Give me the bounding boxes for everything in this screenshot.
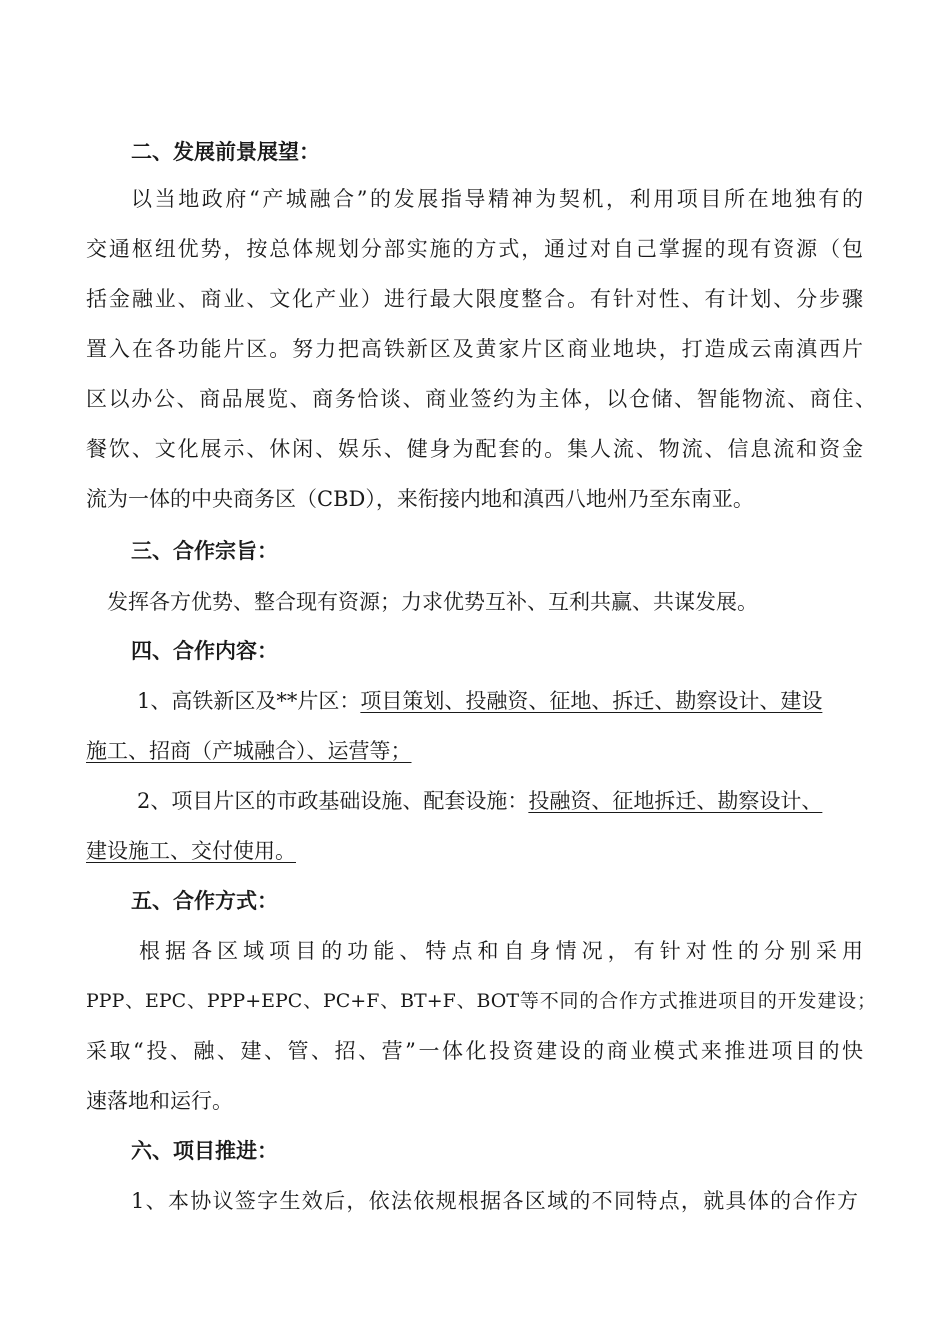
paragraph-line: 1、本协议签字生效后，依法依规根据各区域的不同特点，就具体的合作方 (131, 1189, 858, 1213)
content-item-2 (137, 786, 865, 816)
content-item-label: 2、项目片区的市政基础设施、配套设施： (137, 789, 529, 813)
content-item-detail: 投融资、征地拆迁、勘察设计、 (528, 789, 823, 813)
content-item-label: 1、高铁新区及**片区： (137, 689, 361, 713)
paragraph-line: 流为一体的中央商务区（CBD），来衔接内地和滇西八地州乃至东南亚。 (86, 487, 754, 511)
paragraph-line: 根据各区域项目的功能、特点和自身情况，有针对性的分别采用 (139, 939, 863, 963)
paragraph-line: 采取“投、融、建、管、招、营”一体化投资建设的商业模式来推进项目的快 (86, 1039, 863, 1063)
content-item-detail: 项目策划、投融资、征地、拆迁、勘察设计、建设 (360, 689, 823, 713)
content-item-detail: 建设施工、交付使用。 (86, 839, 296, 863)
paragraph-line: PPP、EPC、PPP+EPC、PC+F、BT+F、BOT等不同的合作方式推进项目的开发建设； (86, 990, 876, 1012)
paragraph-line: 以当地政府“产城融合”的发展指导精神为契机，利用项目所在地独有的 (131, 187, 863, 211)
content-item-1-cont (86, 736, 876, 766)
section-heading-6: 六、项目推进： (131, 1139, 278, 1163)
paragraph-line: 交通枢纽优势，按总体规划分部实施的方式，通过对自己掌握的现有资源（包 (86, 237, 863, 261)
content-item-2-cont (86, 836, 876, 866)
section-heading-5: 五、合作方式： (131, 889, 278, 913)
section-heading-2: 二、发展前景展望： (131, 140, 320, 164)
paragraph-line: 区以办公、商品展览、商务恰谈、商业签约为主体，以仓储、智能物流、商住、 (86, 387, 876, 411)
content-item-detail: 施工、招商（产城融合）、运营等； (86, 739, 412, 763)
paragraph-line: 括金融业、商业、文化产业）进行最大限度整合。有针对性、有计划、分步骤 (86, 287, 863, 311)
content-item-1 (137, 686, 865, 716)
paragraph-line: 速落地和运行。 (86, 1089, 233, 1113)
section-heading-4: 四、合作内容： (131, 639, 278, 663)
paragraph-line: 餐饮、文化展示、休闲、娱乐、健身为配套的。集人流、物流、信息流和资金 (86, 437, 863, 461)
paragraph-line: 发挥各方优势、整合现有资源；力求优势互补、互利共赢、共谋发展。 (107, 590, 758, 614)
paragraph-line: 置入在各功能片区。努力把高铁新区及黄家片区商业地块，打造成云南滇西片 (86, 337, 863, 361)
section-heading-3: 三、合作宗旨： (131, 539, 278, 563)
